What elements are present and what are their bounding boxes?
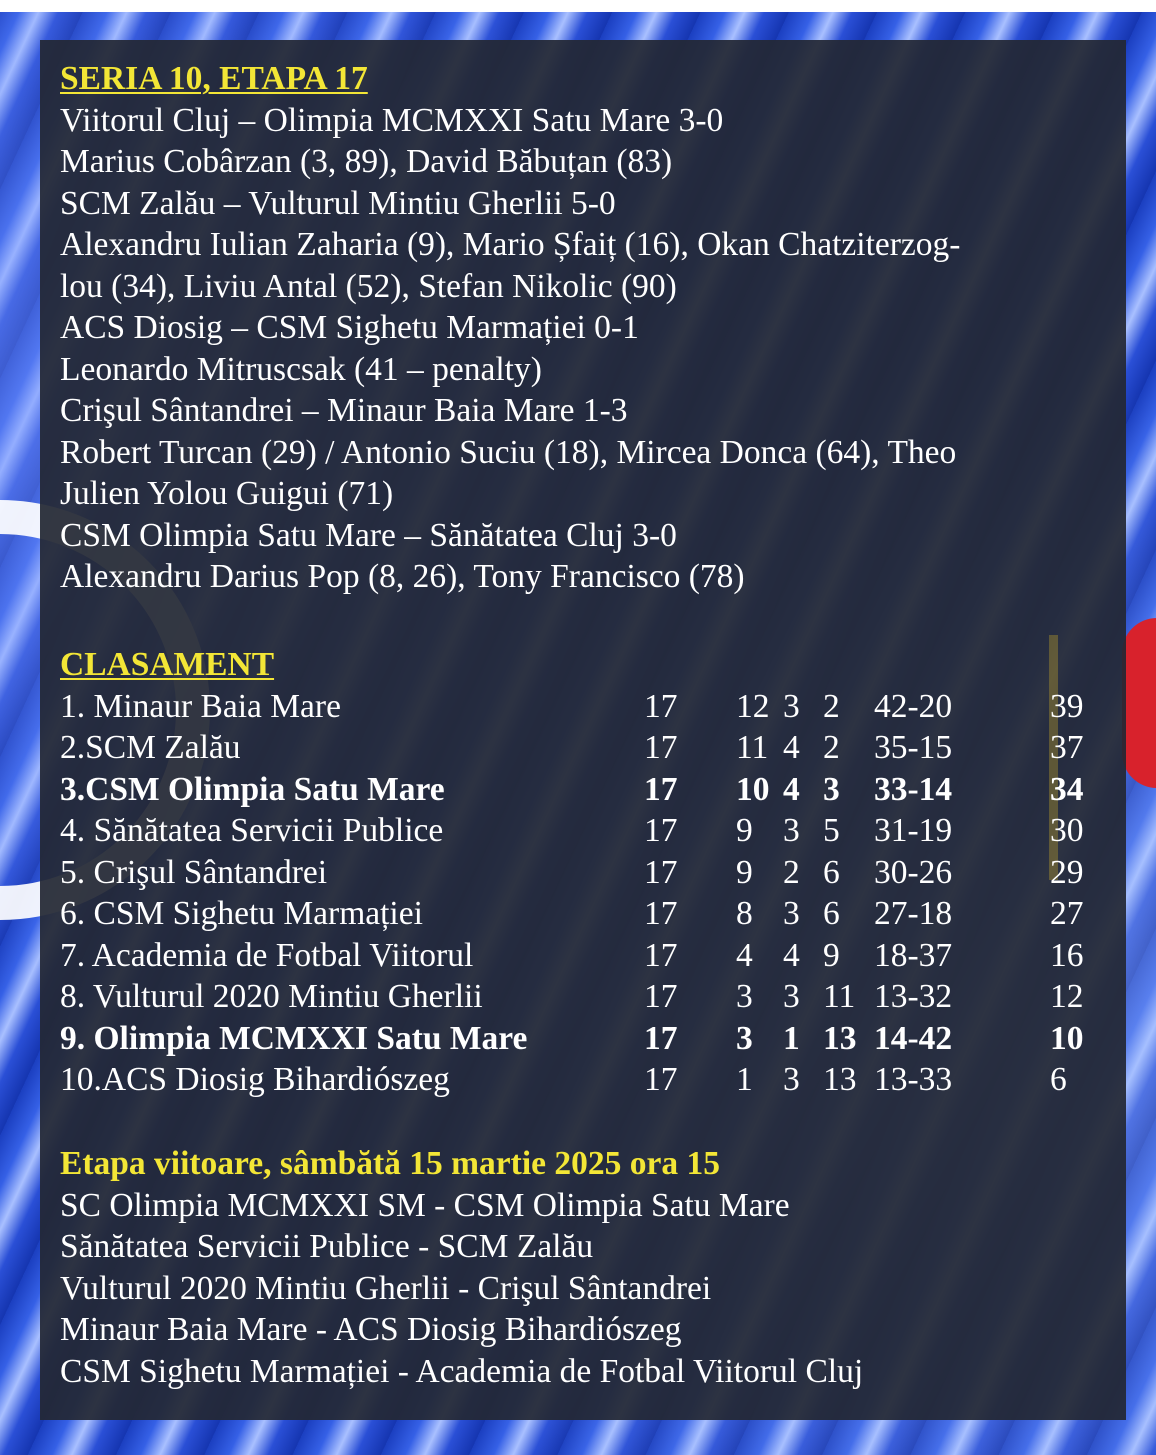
draws-count: 3 xyxy=(783,687,800,725)
logo-red-graphic xyxy=(1122,618,1156,788)
team-name: 1. Minaur Baia Mare xyxy=(60,687,341,725)
fixture-line: Vulturul 2020 Mintiu Gherlii - Crişul Sântandrei xyxy=(60,1269,712,1307)
wins-count: 3 xyxy=(736,1019,753,1057)
result-line: Viitorul Cluj – Olimpia MCMXXI Satu Mare 3-0 xyxy=(60,101,724,139)
wins-count: 10 xyxy=(736,770,770,808)
team-name: 2.SCM Zalău xyxy=(60,729,241,766)
draws-count: 3 xyxy=(783,978,800,1015)
standings-row xyxy=(60,893,1084,935)
goal-difference: 27-18 xyxy=(874,895,953,932)
points-count: 10 xyxy=(1050,1019,1084,1057)
wins-count: 3 xyxy=(736,978,753,1015)
goal-difference: 33-14 xyxy=(874,770,953,808)
goal-difference: 13-33 xyxy=(874,1061,953,1098)
standings-table xyxy=(60,644,1084,1101)
team-name: 5. Crişul Sântandrei xyxy=(60,853,328,891)
standings-row xyxy=(60,1059,1067,1101)
fixture-line: Sănătatea Servicii Publice - SCM Zalău xyxy=(60,1228,594,1265)
team-name: 4. Sănătatea Servicii Publice xyxy=(60,812,444,849)
played-count: 17 xyxy=(644,729,678,766)
goal-difference: 14-42 xyxy=(874,1019,953,1057)
scorers-line: Robert Turcan (29) / Antonio Suciu (18), Mircea Donca (64), Theo xyxy=(60,433,957,471)
draws-count: 2 xyxy=(783,853,800,891)
standings-row xyxy=(60,976,1084,1018)
points-count: 6 xyxy=(1050,1061,1067,1098)
losses-count: 13 xyxy=(823,1019,857,1057)
losses-count: 6 xyxy=(823,853,840,891)
round-heading: SERIA 10, ETAPA 17 xyxy=(60,60,368,97)
losses-count: 11 xyxy=(823,978,856,1015)
goal-difference: 18-37 xyxy=(874,936,953,974)
wins-count: 8 xyxy=(736,895,753,932)
scorers-line: Alexandru Darius Pop (8, 26), Tony Francisco (78) xyxy=(60,558,745,595)
team-name: 10.ACS Diosig Bihardiószeg xyxy=(60,1061,450,1098)
points-count: 39 xyxy=(1050,687,1084,725)
standings-heading: CLASAMENT xyxy=(60,646,275,683)
losses-count: 2 xyxy=(823,729,840,766)
points-count: 30 xyxy=(1050,812,1084,849)
played-count: 17 xyxy=(644,936,678,974)
played-count: 17 xyxy=(644,853,678,891)
wins-count: 9 xyxy=(736,812,753,849)
wins-count: 9 xyxy=(736,853,753,891)
standings-row xyxy=(60,1018,1084,1060)
losses-count: 5 xyxy=(823,812,840,849)
points-count: 27 xyxy=(1050,895,1084,932)
played-count: 17 xyxy=(644,687,678,725)
wins-count: 12 xyxy=(736,687,770,725)
goal-difference: 31-19 xyxy=(874,812,953,849)
played-count: 17 xyxy=(644,895,678,932)
standings-row xyxy=(60,686,1084,728)
draws-count: 4 xyxy=(783,729,800,766)
played-count: 17 xyxy=(644,770,678,808)
standings-row xyxy=(60,935,1084,977)
content-panel xyxy=(40,40,1126,1420)
standings-row xyxy=(60,810,1084,852)
scorers-line: Julien Yolou Guigui (71) xyxy=(60,475,394,512)
standings-row xyxy=(60,852,1084,894)
played-count: 17 xyxy=(644,1019,678,1057)
scorers-line: Marius Cobârzan (3, 89), David Băbuțan (83) xyxy=(60,143,673,180)
losses-count: 3 xyxy=(823,770,840,808)
points-count: 37 xyxy=(1050,729,1084,766)
team-name: 9. Olimpia MCMXXI Satu Mare xyxy=(60,1019,528,1057)
draws-count: 1 xyxy=(783,1019,800,1057)
result-line: SCM Zalău – Vulturul Mintiu Gherlii 5-0 xyxy=(60,184,616,222)
points-count: 29 xyxy=(1050,853,1084,891)
draws-count: 3 xyxy=(783,812,800,849)
round-results xyxy=(60,58,960,598)
team-name: 3.CSM Olimpia Satu Mare xyxy=(60,770,445,808)
result-line: CSM Olimpia Satu Mare – Sănătatea Cluj 3-0 xyxy=(60,516,677,554)
standings-row xyxy=(60,769,1084,811)
points-count: 34 xyxy=(1050,770,1084,808)
played-count: 17 xyxy=(644,1061,678,1098)
scorers-line: Leonardo Mitruscsak (41 – penalty) xyxy=(60,350,542,388)
points-count: 16 xyxy=(1050,936,1084,974)
fixture-line: Minaur Baia Mare - ACS Diosig Bihardiószeg xyxy=(60,1311,682,1348)
losses-count: 2 xyxy=(823,687,840,725)
fixture-line: CSM Sighetu Marmației - Academia de Fotbal Viitorul Cluj xyxy=(60,1352,864,1390)
wins-count: 11 xyxy=(736,729,769,766)
goal-difference: 42-20 xyxy=(874,687,953,725)
wins-count: 1 xyxy=(736,1061,753,1098)
top-border xyxy=(0,0,1156,12)
scorers-line: Alexandru Iulian Zaharia (9), Mario Șfaiț (16), Okan Chatziterzog- xyxy=(60,226,961,263)
played-count: 17 xyxy=(644,978,678,1015)
fixture-line: SC Olimpia MCMXXI SM - CSM Olimpia Satu Mare xyxy=(60,1186,790,1224)
points-count: 12 xyxy=(1050,978,1084,1015)
played-count: 17 xyxy=(644,812,678,849)
result-line: ACS Diosig – CSM Sighetu Marmației 0-1 xyxy=(60,309,639,346)
scorers-line: lou (34), Liviu Antal (52), Stefan Nikolic (90) xyxy=(60,267,677,305)
goal-difference: 30-26 xyxy=(874,853,953,891)
draws-count: 4 xyxy=(783,770,800,808)
losses-count: 6 xyxy=(823,895,840,932)
losses-count: 9 xyxy=(823,936,840,974)
wins-count: 4 xyxy=(736,936,753,974)
team-name: 7. Academia de Fotbal Viitorul xyxy=(60,936,474,974)
goal-difference: 13-32 xyxy=(874,978,953,1015)
losses-count: 13 xyxy=(823,1061,857,1098)
goal-difference: 35-15 xyxy=(874,729,953,766)
result-line: Crişul Sântandrei – Minaur Baia Mare 1-3 xyxy=(60,392,628,429)
team-name: 8. Vulturul 2020 Mintiu Gherlii xyxy=(60,978,483,1015)
draws-count: 3 xyxy=(783,1061,800,1098)
standings-rows xyxy=(60,686,1084,1101)
next-round xyxy=(60,1143,863,1392)
draws-count: 4 xyxy=(783,936,800,974)
team-name: 6. CSM Sighetu Marmației xyxy=(60,895,423,932)
draws-count: 3 xyxy=(783,895,800,932)
next-round-heading: Etapa viitoare, sâmbătă 15 martie 2025 ora 15 xyxy=(60,1145,720,1182)
standings-row xyxy=(60,727,1084,769)
